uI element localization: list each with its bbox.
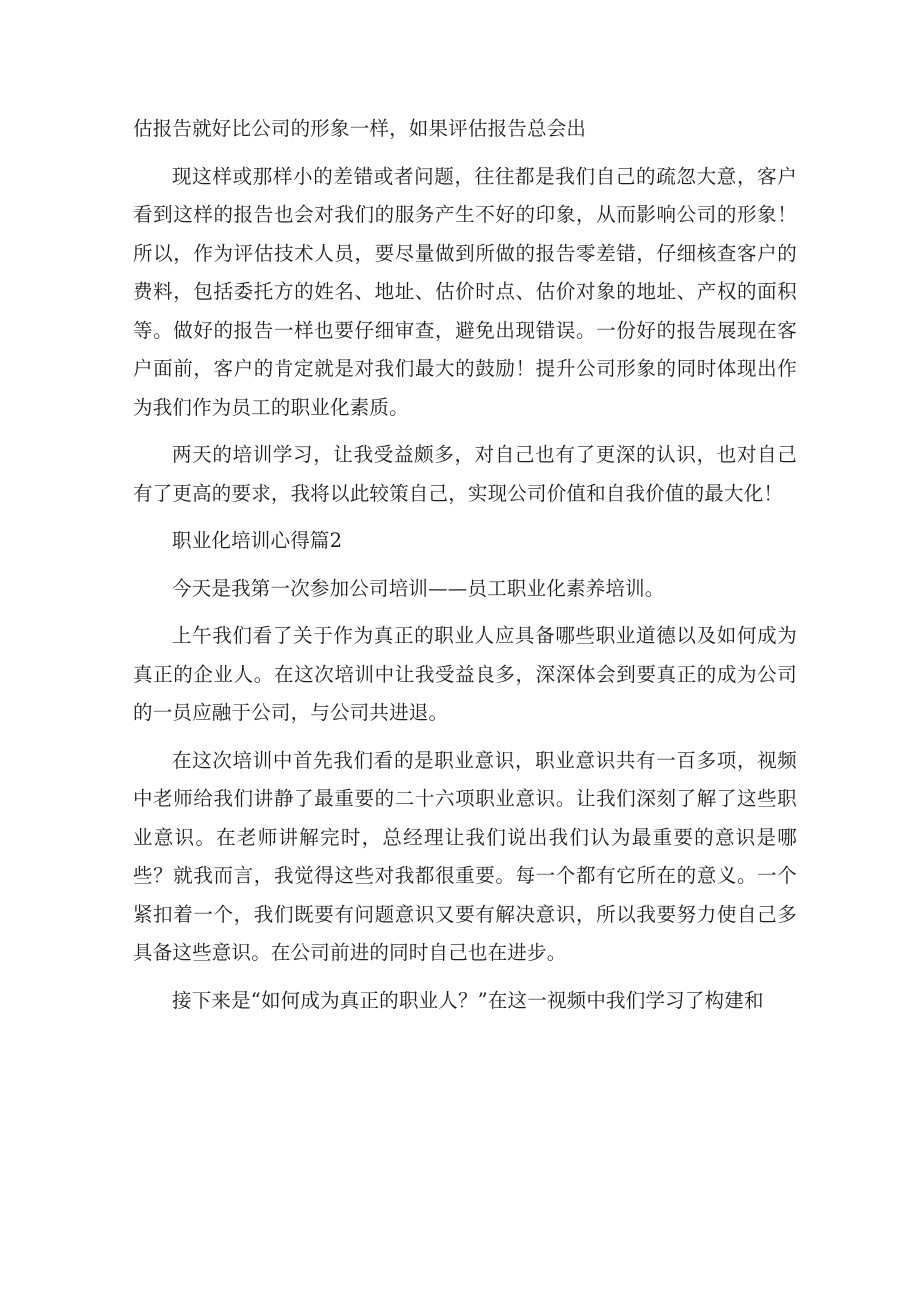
paragraph-8: 接下来是“如何成为真正的职业人？”在这一视频中我们学习了构建和: [172, 988, 764, 1012]
section-heading: 职业化培训心得篇2: [172, 529, 343, 552]
paragraph-6: 上午我们看了关于作为真正的职业人应具备哪些职业道德以及如何成为真正的企业人。在这次培训中让我受益良多，深深体会到要真正的成为公司的一员应融于公司，与公司共进退。: [133, 624, 797, 724]
document-body: [133, 110, 797, 1029]
paragraph-5: 今天是我第一次参加公司培训——员工职业化素养培训。: [172, 576, 665, 600]
paragraph-2: 现这样或那样小的差错或者问题，往往都是我们自己的疏忽大意，客户看到这样的报告也会对我们的服务产生不好的印象，从而影响公司的形象！所以，作为评估技术人员，要尽量做到所做的报告零差错，仔细核查客户的费料，包括委托方的姓名、地址、估价时点、估价对象的地址、产权的面积等。做好的报告一样也要仔细审查，避免出现错误。一份好的报告展现在客户面前，客户的肯定就是对我们最大的鼓励！提升公司形象的同时体现出作为我们作为员工的职业化素质。: [133, 164, 797, 419]
paragraph-1: 估报告就好比公司的形象一样，如果评估报告总会出: [133, 117, 587, 140]
paragraph-7: 在这次培训中首先我们看的是职业意识，职业意识共有一百多项，视频中老师给我们讲静了最重要的二十六项职业意识。让我们深刻了解了这些职业意识。在老师讲解完时，总经理让我们说出我们认为最重要的意识是哪些？就我而言，我觉得这些对我都很重要。每一个都有它所在的意义。一个紧扣着一个，我们既要有问题意识又要有解决意识，所以我要努力使自己多具备这些意识。在公司前进的同时自己也在进步。: [133, 748, 797, 964]
paragraph-3: 两天的培训学习，让我受益颇多，对自己也有了更深的认识，也对自己有了更高的要求，我将以此较策自己，实现公司价值和自我价值的最大化！: [133, 443, 797, 505]
